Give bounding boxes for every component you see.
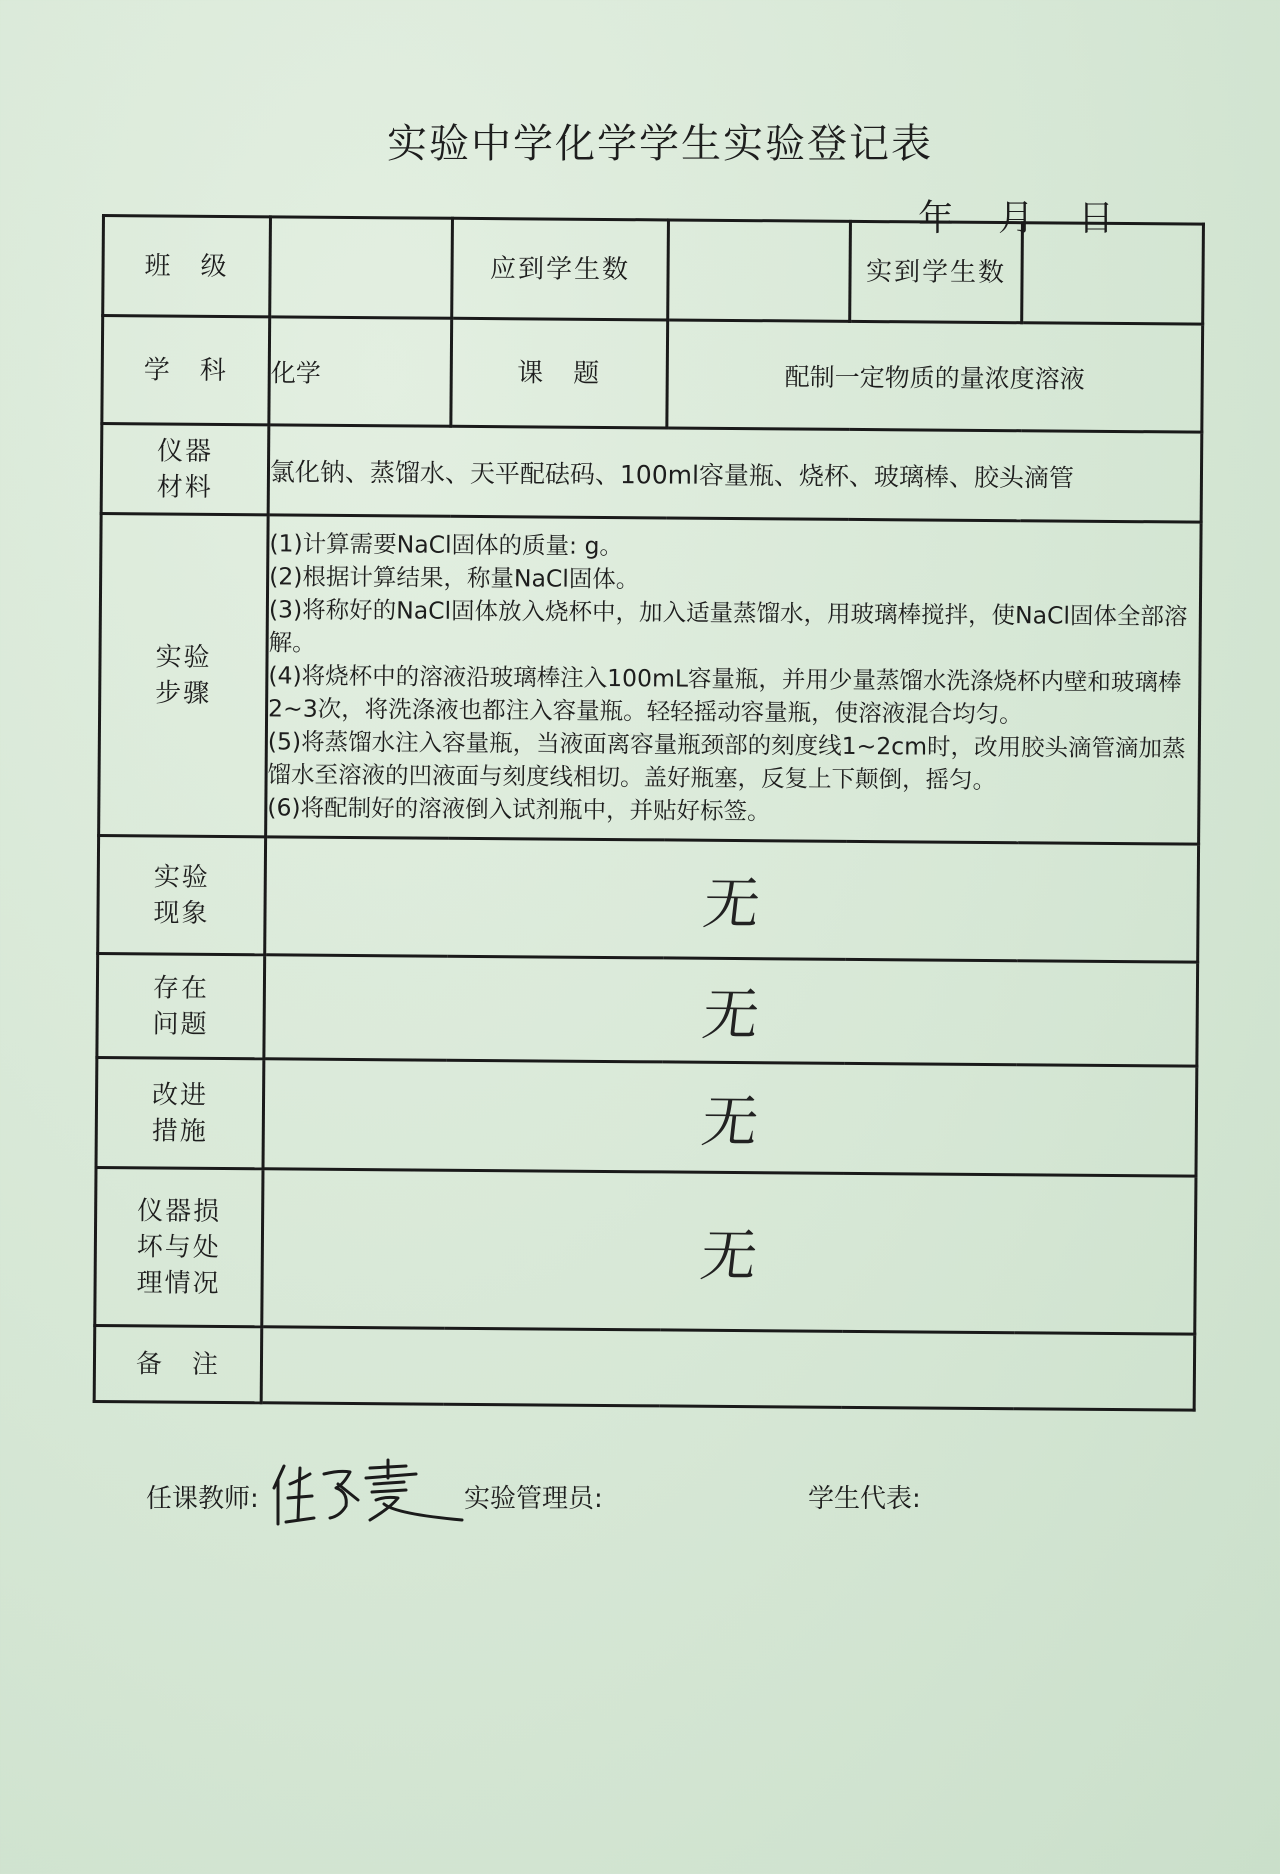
step-item: (3)将称好的NaCl固体放入烧杯中，加入适量蒸馏水，用玻璃棒搅拌，使NaCl固体全部溶解。 [268, 595, 1188, 657]
materials-label-line2: 材料 [156, 471, 213, 503]
materials-label [101, 424, 269, 515]
teacher-label: 任课教师: [146, 1484, 259, 1514]
topic-label: 课 题 [451, 318, 668, 428]
steps-label-line1: 实验 [155, 641, 212, 673]
row-steps [99, 514, 1201, 845]
topic-value: 配制一定物质的量浓度溶液 [667, 320, 1203, 432]
date-day: 日 [1078, 198, 1115, 239]
phenomenon-label-line2: 现象 [153, 897, 210, 929]
materials-value: 氯化钠、蒸馏水、天平配砝码、100ml容量瓶、烧杯、玻璃棒、胶头滴管 [268, 425, 1202, 522]
row-phenomenon [98, 835, 1199, 962]
class-value[interactable] [270, 217, 453, 318]
lab-admin-label: 实验管理员: [464, 1484, 603, 1514]
registration-form [93, 214, 1202, 1412]
date-month: 月 [998, 198, 1035, 239]
phenomenon-label [98, 835, 266, 954]
expected-students-value[interactable] [668, 220, 851, 321]
problems-label-line2: 问题 [152, 1008, 209, 1040]
page-title: 实验中学化学学生实验登记表 [387, 121, 933, 167]
class-label: 班 级 [103, 216, 271, 317]
row-subject [102, 316, 1203, 433]
row-improvements [96, 1057, 1197, 1176]
row-materials [101, 424, 1202, 523]
step-item: (1)计算需要NaCl固体的质量: g。 [269, 529, 624, 561]
step-item: (2)根据计算结果，称量NaCl固体。 [269, 562, 640, 594]
expected-students-label: 应到学生数 [452, 218, 669, 320]
improvements-label-line1: 改进 [151, 1079, 209, 1111]
damage-label [95, 1167, 263, 1326]
problems-label [97, 953, 265, 1058]
damage-label-line1: 仪器损 [137, 1195, 222, 1227]
signature-footer [146, 1478, 1146, 1538]
form-table [93, 214, 1205, 1412]
problems-label-line1: 存在 [152, 972, 210, 1004]
steps-label-line2: 步骤 [155, 677, 212, 709]
remarks-label: 备 注 [94, 1325, 262, 1402]
steps-label [99, 514, 269, 837]
damage-label-line3: 理情况 [136, 1267, 221, 1299]
step-item: (6)将配制好的溶液倒入试剂瓶中，并贴好标签。 [267, 793, 771, 826]
subject-value: 化学 [269, 317, 452, 426]
improvements-label [96, 1057, 264, 1168]
teacher-signature [266, 1444, 466, 1534]
row-class [103, 216, 1204, 325]
damage-label-line2: 坏与处 [136, 1231, 222, 1263]
step-item: (5)将蒸馏水注入容量瓶，当液面离容量瓶颈部的刻度线1~2cm时，改用胶头滴管滴加蒸馏水至溶液的凹液面与刻度线相切。盖好瓶塞，反复上下颠倒，摇匀。 [267, 727, 1186, 795]
remarks-value[interactable] [261, 1327, 1195, 1410]
actual-students-value[interactable] [1022, 223, 1204, 324]
improvements-value: 无 [257, 1059, 1202, 1176]
phenomenon-value: 无 [258, 837, 1204, 962]
step-item: (4)将烧杯中的溶液沿玻璃棒注入100mL容量瓶，并用少量蒸馏水洗涤烧杯内壁和玻璃棒2~3次，将洗涤液也都注入容量瓶。轻轻摇动容量瓶，使溶液混合均匀。 [268, 661, 1182, 729]
damage-value: 无 [253, 1169, 1204, 1334]
date-year: 年 [918, 198, 955, 239]
row-damage [95, 1167, 1196, 1334]
materials-label-line1: 仪器 [157, 435, 214, 467]
actual-students-label: 实到学生数 [850, 221, 1023, 322]
row-problems [97, 953, 1198, 1066]
subject-label: 学 科 [102, 316, 270, 425]
improvements-label-line2: 措施 [151, 1115, 208, 1147]
phenomenon-label-line1: 实验 [153, 861, 210, 893]
problems-value: 无 [258, 955, 1203, 1066]
steps-list [266, 515, 1202, 844]
student-rep-label: 学生代表: [808, 1484, 921, 1514]
row-remarks [94, 1325, 1195, 1410]
